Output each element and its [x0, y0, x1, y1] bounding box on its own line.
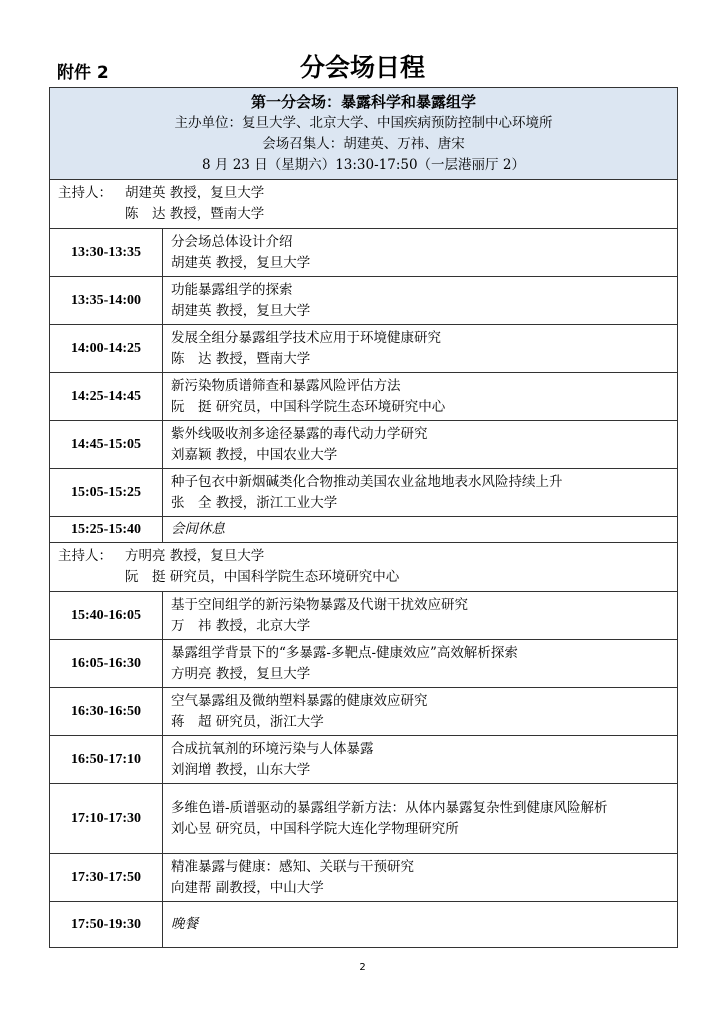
host-row [50, 180, 678, 229]
table-row [50, 640, 678, 688]
talk-speaker: 向建帮 副教授，中山大学 [171, 879, 324, 896]
time-slot: 16:05-16:30 [50, 640, 163, 688]
table-row [50, 325, 678, 373]
talk-title: 紫外线吸收剂多途径暴露的毒代动力学研究 [171, 425, 428, 442]
talk-title: 暴露组学背景下的“多暴露-多靶点-健康效应”高效解析探索 [171, 644, 518, 661]
table-row [50, 736, 678, 784]
talk-speaker: 蒋 超 研究员，浙江大学 [171, 713, 324, 730]
session-datetime: 8 月 23 日（星期六）13:30-17:50（一层港丽厅 2） [202, 157, 525, 173]
time-slot: 16:50-17:10 [50, 736, 163, 784]
time-slot: 14:45-15:05 [50, 421, 163, 469]
host-name: 陈 达 教授，暨南大学 [125, 206, 265, 222]
host-cell [50, 180, 678, 229]
talk-speaker: 胡建英 教授，复旦大学 [171, 254, 311, 271]
talk-cell [163, 277, 678, 325]
talk-title: 新污染物质谱筛查和暴露风险评估方法 [171, 377, 401, 394]
talk-cell [163, 640, 678, 688]
time-slot: 13:35-14:00 [50, 277, 163, 325]
talk-cell [163, 229, 678, 277]
talk-title: 基于空间组学的新污染物暴露及代谢干扰效应研究 [171, 596, 468, 613]
talk-speaker: 胡建英 教授，复旦大学 [171, 302, 311, 319]
session-header [50, 88, 678, 180]
session-conveners: 会场召集人：胡建英、万祎、唐宋 [262, 136, 465, 152]
talk-speaker: 刘润增 教授，山东大学 [171, 761, 311, 778]
time-slot: 13:30-13:35 [50, 229, 163, 277]
talk-title: 功能暴露组学的探索 [171, 281, 293, 298]
time-slot: 14:00-14:25 [50, 325, 163, 373]
talk-title: 多维色谱-质谱驱动的暴露组学新方法：从体内暴露复杂性到健康风险解析 [171, 799, 608, 816]
table-row [50, 784, 678, 854]
talk-cell [163, 373, 678, 421]
host-name: 方明亮 教授，复旦大学 [125, 548, 265, 564]
talk-speaker: 陈 达 教授，暨南大学 [171, 350, 311, 367]
document-title: 分会场日程 [299, 53, 425, 82]
time-slot: 17:30-17:50 [50, 854, 163, 902]
talk-title: 种子包衣中新烟碱类化合物推动美国农业盆地地表水风险持续上升 [171, 473, 563, 490]
table-row [50, 854, 678, 902]
talk-cell [163, 854, 678, 902]
session-name: 第一分会场：暴露科学和暴露组学 [250, 93, 476, 111]
host-row [50, 543, 678, 592]
talk-speaker: 刘嘉颖 教授，中国农业大学 [171, 446, 338, 463]
time-slot: 17:10-17:30 [50, 784, 163, 854]
talk-speaker: 万 祎 教授，北京大学 [171, 617, 311, 634]
talk-cell [163, 325, 678, 373]
dinner-label: 晚餐 [163, 902, 678, 948]
table-row [50, 373, 678, 421]
table-row [50, 277, 678, 325]
time-slot: 16:30-16:50 [50, 688, 163, 736]
talk-cell [163, 421, 678, 469]
talk-title: 发展全组分暴露组学技术应用于环境健康研究 [171, 329, 441, 346]
talk-title: 精准暴露与健康：感知、关联与干预研究 [171, 858, 414, 875]
host-name: 阮 挺 研究员，中国科学院生态环境研究中心 [125, 569, 400, 585]
talk-cell [163, 784, 678, 854]
page-number: 2 [359, 962, 366, 973]
talk-cell [163, 469, 678, 517]
time-slot: 15:40-16:05 [50, 592, 163, 640]
talk-title: 空气暴露组及微纳塑料暴露的健康效应研究 [171, 692, 428, 709]
talk-cell [163, 688, 678, 736]
host-prefix: 主持人： [58, 548, 112, 564]
talk-title: 分会场总体设计介绍 [171, 233, 293, 250]
attachment-label: 附件 2 [57, 63, 109, 83]
break-label: 会间休息 [163, 517, 678, 543]
time-slot: 15:05-15:25 [50, 469, 163, 517]
time-slot: 17:50-19:30 [50, 902, 163, 948]
dinner-row [50, 902, 678, 948]
time-slot: 14:25-14:45 [50, 373, 163, 421]
talk-cell [163, 736, 678, 784]
time-slot: 15:25-15:40 [50, 517, 163, 543]
talk-speaker: 张 全 教授，浙江工业大学 [171, 494, 338, 511]
host-cell [50, 543, 678, 592]
session-header-row [50, 88, 678, 180]
break-row [50, 517, 678, 543]
session-organizers: 主办单位：复旦大学、北京大学、中国疾病预防控制中心环境所 [174, 115, 553, 131]
table-row [50, 229, 678, 277]
schedule-table [49, 87, 678, 948]
table-row [50, 421, 678, 469]
talk-speaker: 阮 挺 研究员，中国科学院生态环境研究中心 [171, 398, 446, 415]
table-row [50, 469, 678, 517]
talk-cell [163, 592, 678, 640]
table-row [50, 592, 678, 640]
table-row [50, 688, 678, 736]
talk-speaker: 刘心昱 研究员，中国科学院大连化学物理研究所 [171, 820, 459, 837]
talk-title: 合成抗氧剂的环境污染与人体暴露 [171, 740, 374, 757]
talk-speaker: 方明亮 教授，复旦大学 [171, 665, 311, 682]
host-prefix: 主持人： [58, 185, 112, 201]
host-name: 胡建英 教授，复旦大学 [125, 185, 265, 201]
